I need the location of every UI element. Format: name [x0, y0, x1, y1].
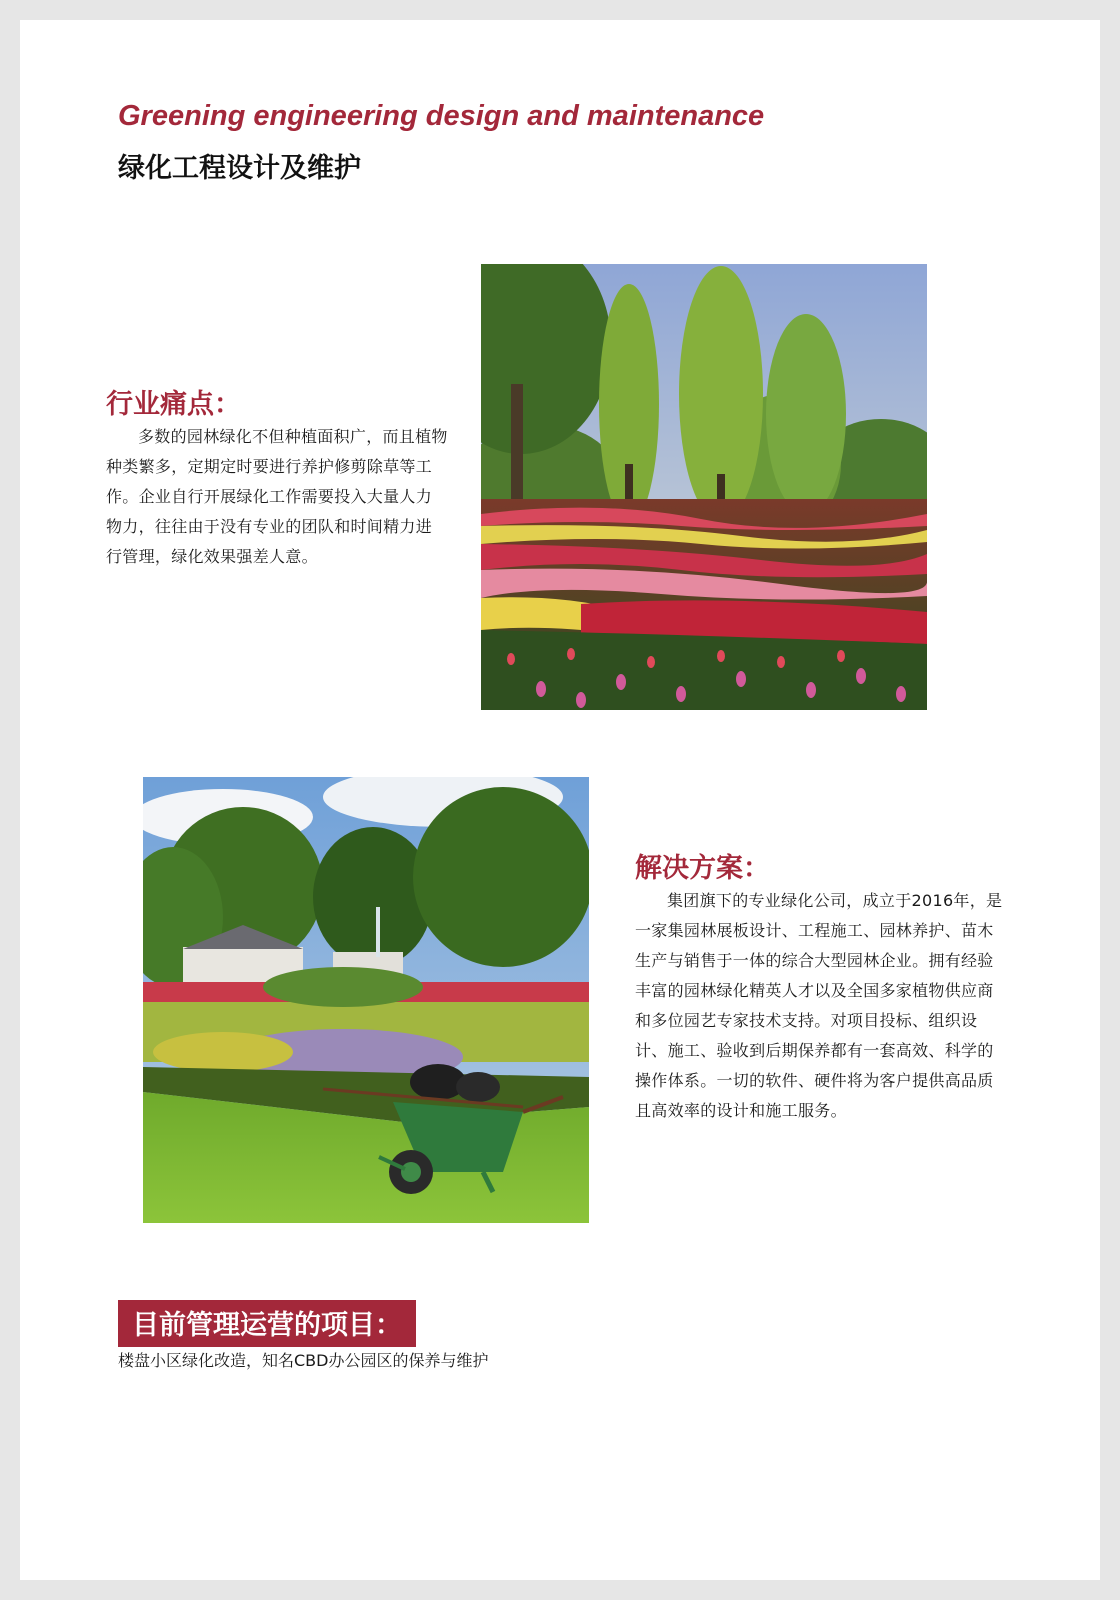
projects-text: 楼盘小区绿化改造，知名CBD办公园区的保养与维护 — [118, 1351, 489, 1370]
pain-points-heading: 行业痛点： — [106, 389, 241, 420]
solution-text: 集团旗下的专业绿化公司，成立于2016年，是一家集园林展板设计、工程施工、园林养护、苗木生产与销售于一体的综合大型园林企业。拥有经验丰富的园林绿化精英人才以及全国多家植物供应商和多位园艺专家技术支持。对项目投标、组织设计、施工、验收到后期保养都有一套高效、科学的操作体系。一切的软件、硬件将为客户提供高品质且高效率的设计和施工服务。 — [635, 891, 1003, 1120]
solution-heading: 解决方案： — [635, 853, 770, 884]
garden-wheelbarrow-photo — [143, 777, 589, 1223]
page — [20, 20, 1100, 1580]
projects-banner: 目前管理运营的项目： — [118, 1300, 416, 1347]
title-chinese: 绿化工程设计及维护 — [118, 153, 361, 184]
tulip-garden-photo — [481, 264, 927, 710]
title-english: Greening engineering design and maintenance — [118, 100, 765, 132]
pain-points-text: 多数的园林绿化不但种植面积广，而且植物种类繁多，定期定时要进行养护修剪除草等工作。企业自行开展绿化工作需要投入大量人力物力，往往由于没有专业的团队和时间精力进行管理，绿化效果强差人意。 — [106, 427, 448, 566]
